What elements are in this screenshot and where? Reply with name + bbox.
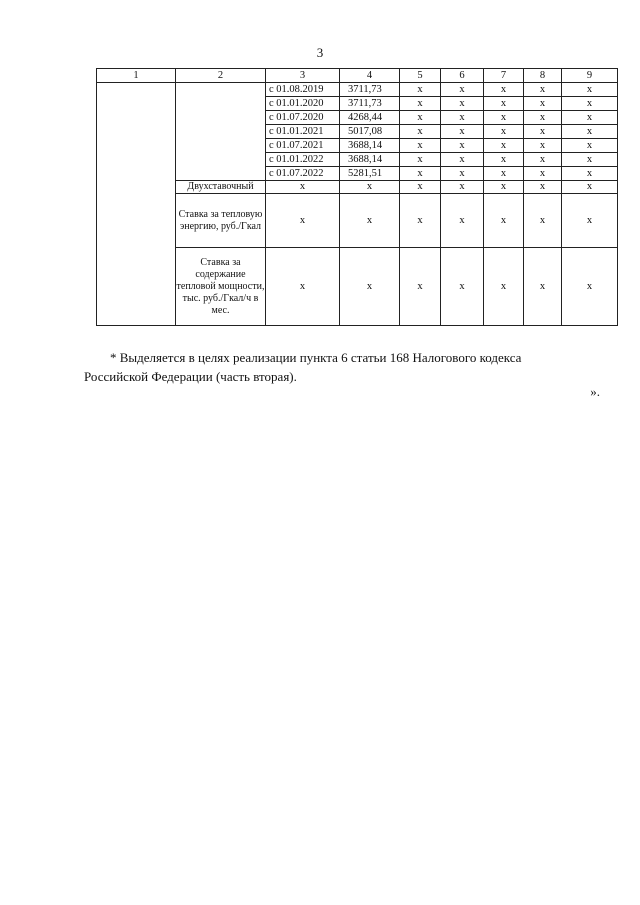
mark-cell: x [562, 83, 618, 97]
table-row [97, 194, 618, 248]
mark-cell: x [562, 97, 618, 111]
mark-cell: x [562, 181, 618, 194]
closing-quote-mark: ». [590, 384, 600, 399]
period-date: с 01.07.2022 [266, 167, 340, 181]
mark-cell: x [562, 111, 618, 125]
tariff-value: 3688,14 [340, 153, 400, 167]
row-label: Ставка за тепловую энергию, руб./Гкал [176, 194, 266, 248]
period-date: с 01.01.2021 [266, 125, 340, 139]
mark-cell: x [484, 194, 524, 248]
mark-cell: x [524, 125, 562, 139]
table-row [97, 181, 618, 194]
page-number: 3 [316, 45, 324, 60]
mark-cell: x [400, 194, 441, 248]
mark-cell: x [562, 167, 618, 181]
mark-cell: x [441, 83, 484, 97]
tariff-value: 5281,51 [340, 167, 400, 181]
period-date: с 01.08.2019 [266, 83, 340, 97]
mark-cell: x [400, 167, 441, 181]
column-header: 6 [441, 69, 484, 83]
column-header: 8 [524, 69, 562, 83]
column-header: 7 [484, 69, 524, 83]
mark-cell: x [340, 248, 400, 326]
row-label: Двухставочный [176, 181, 266, 194]
mark-cell: x [524, 139, 562, 153]
mark-cell: x [562, 153, 618, 167]
mark-cell: x [400, 125, 441, 139]
column-header: 3 [266, 69, 340, 83]
mark-cell: x [441, 181, 484, 194]
mark-cell: x [441, 111, 484, 125]
mark-cell: x [340, 181, 400, 194]
mark-cell: x [484, 83, 524, 97]
mark-cell: x [441, 194, 484, 248]
mark-cell: x [562, 194, 618, 248]
mark-cell: x [441, 97, 484, 111]
footnote [84, 348, 608, 386]
tariff-value: 4268,44 [340, 111, 400, 125]
empty-cell [176, 83, 266, 181]
table-row [97, 83, 618, 97]
mark-cell: x [400, 181, 441, 194]
footnote-line-1: * Выделяется в целях реализации пункта 6 статьи 168 Налогового кодекса [110, 350, 522, 365]
mark-cell: x [400, 83, 441, 97]
mark-cell: x [266, 181, 340, 194]
mark-cell: x [441, 167, 484, 181]
tariff-value: 3711,73 [340, 83, 400, 97]
mark-cell: x [400, 97, 441, 111]
mark-cell: x [484, 181, 524, 194]
mark-cell: x [441, 248, 484, 326]
mark-cell: x [484, 125, 524, 139]
mark-cell: x [266, 194, 340, 248]
mark-cell: x [524, 167, 562, 181]
mark-cell: x [524, 153, 562, 167]
mark-cell: x [524, 111, 562, 125]
column-header: 4 [340, 69, 400, 83]
mark-cell: x [484, 139, 524, 153]
tariff-value: 3711,73 [340, 97, 400, 111]
mark-cell: x [484, 111, 524, 125]
header-row [97, 69, 618, 83]
period-date: с 01.01.2020 [266, 97, 340, 111]
mark-cell: x [524, 181, 562, 194]
tariff-value: 5017,08 [340, 125, 400, 139]
mark-cell: x [400, 139, 441, 153]
period-date: с 01.07.2021 [266, 139, 340, 153]
footnote-line-2: Российской Федерации (часть вторая). [84, 369, 297, 384]
mark-cell: x [400, 153, 441, 167]
period-date: с 01.07.2020 [266, 111, 340, 125]
mark-cell: x [266, 248, 340, 326]
mark-cell: x [562, 248, 618, 326]
tariff-table [96, 68, 618, 326]
empty-cell [97, 83, 176, 326]
mark-cell: x [340, 194, 400, 248]
mark-cell: x [524, 248, 562, 326]
mark-cell: x [484, 97, 524, 111]
row-label: Ставка за содержание тепловой мощности, тыс. руб./Гкал/ч в мес. [176, 248, 266, 326]
mark-cell: x [484, 167, 524, 181]
mark-cell: x [441, 139, 484, 153]
table-row [97, 248, 618, 326]
mark-cell: x [562, 125, 618, 139]
column-header: 9 [562, 69, 618, 83]
column-header: 2 [176, 69, 266, 83]
tariff-value: 3688,14 [340, 139, 400, 153]
period-date: с 01.01.2022 [266, 153, 340, 167]
column-header: 5 [400, 69, 441, 83]
mark-cell: x [441, 125, 484, 139]
mark-cell: x [484, 153, 524, 167]
mark-cell: x [524, 97, 562, 111]
mark-cell: x [524, 194, 562, 248]
mark-cell: x [484, 248, 524, 326]
column-header: 1 [97, 69, 176, 83]
mark-cell: x [562, 139, 618, 153]
mark-cell: x [524, 83, 562, 97]
mark-cell: x [400, 111, 441, 125]
mark-cell: x [441, 153, 484, 167]
mark-cell: x [400, 248, 441, 326]
